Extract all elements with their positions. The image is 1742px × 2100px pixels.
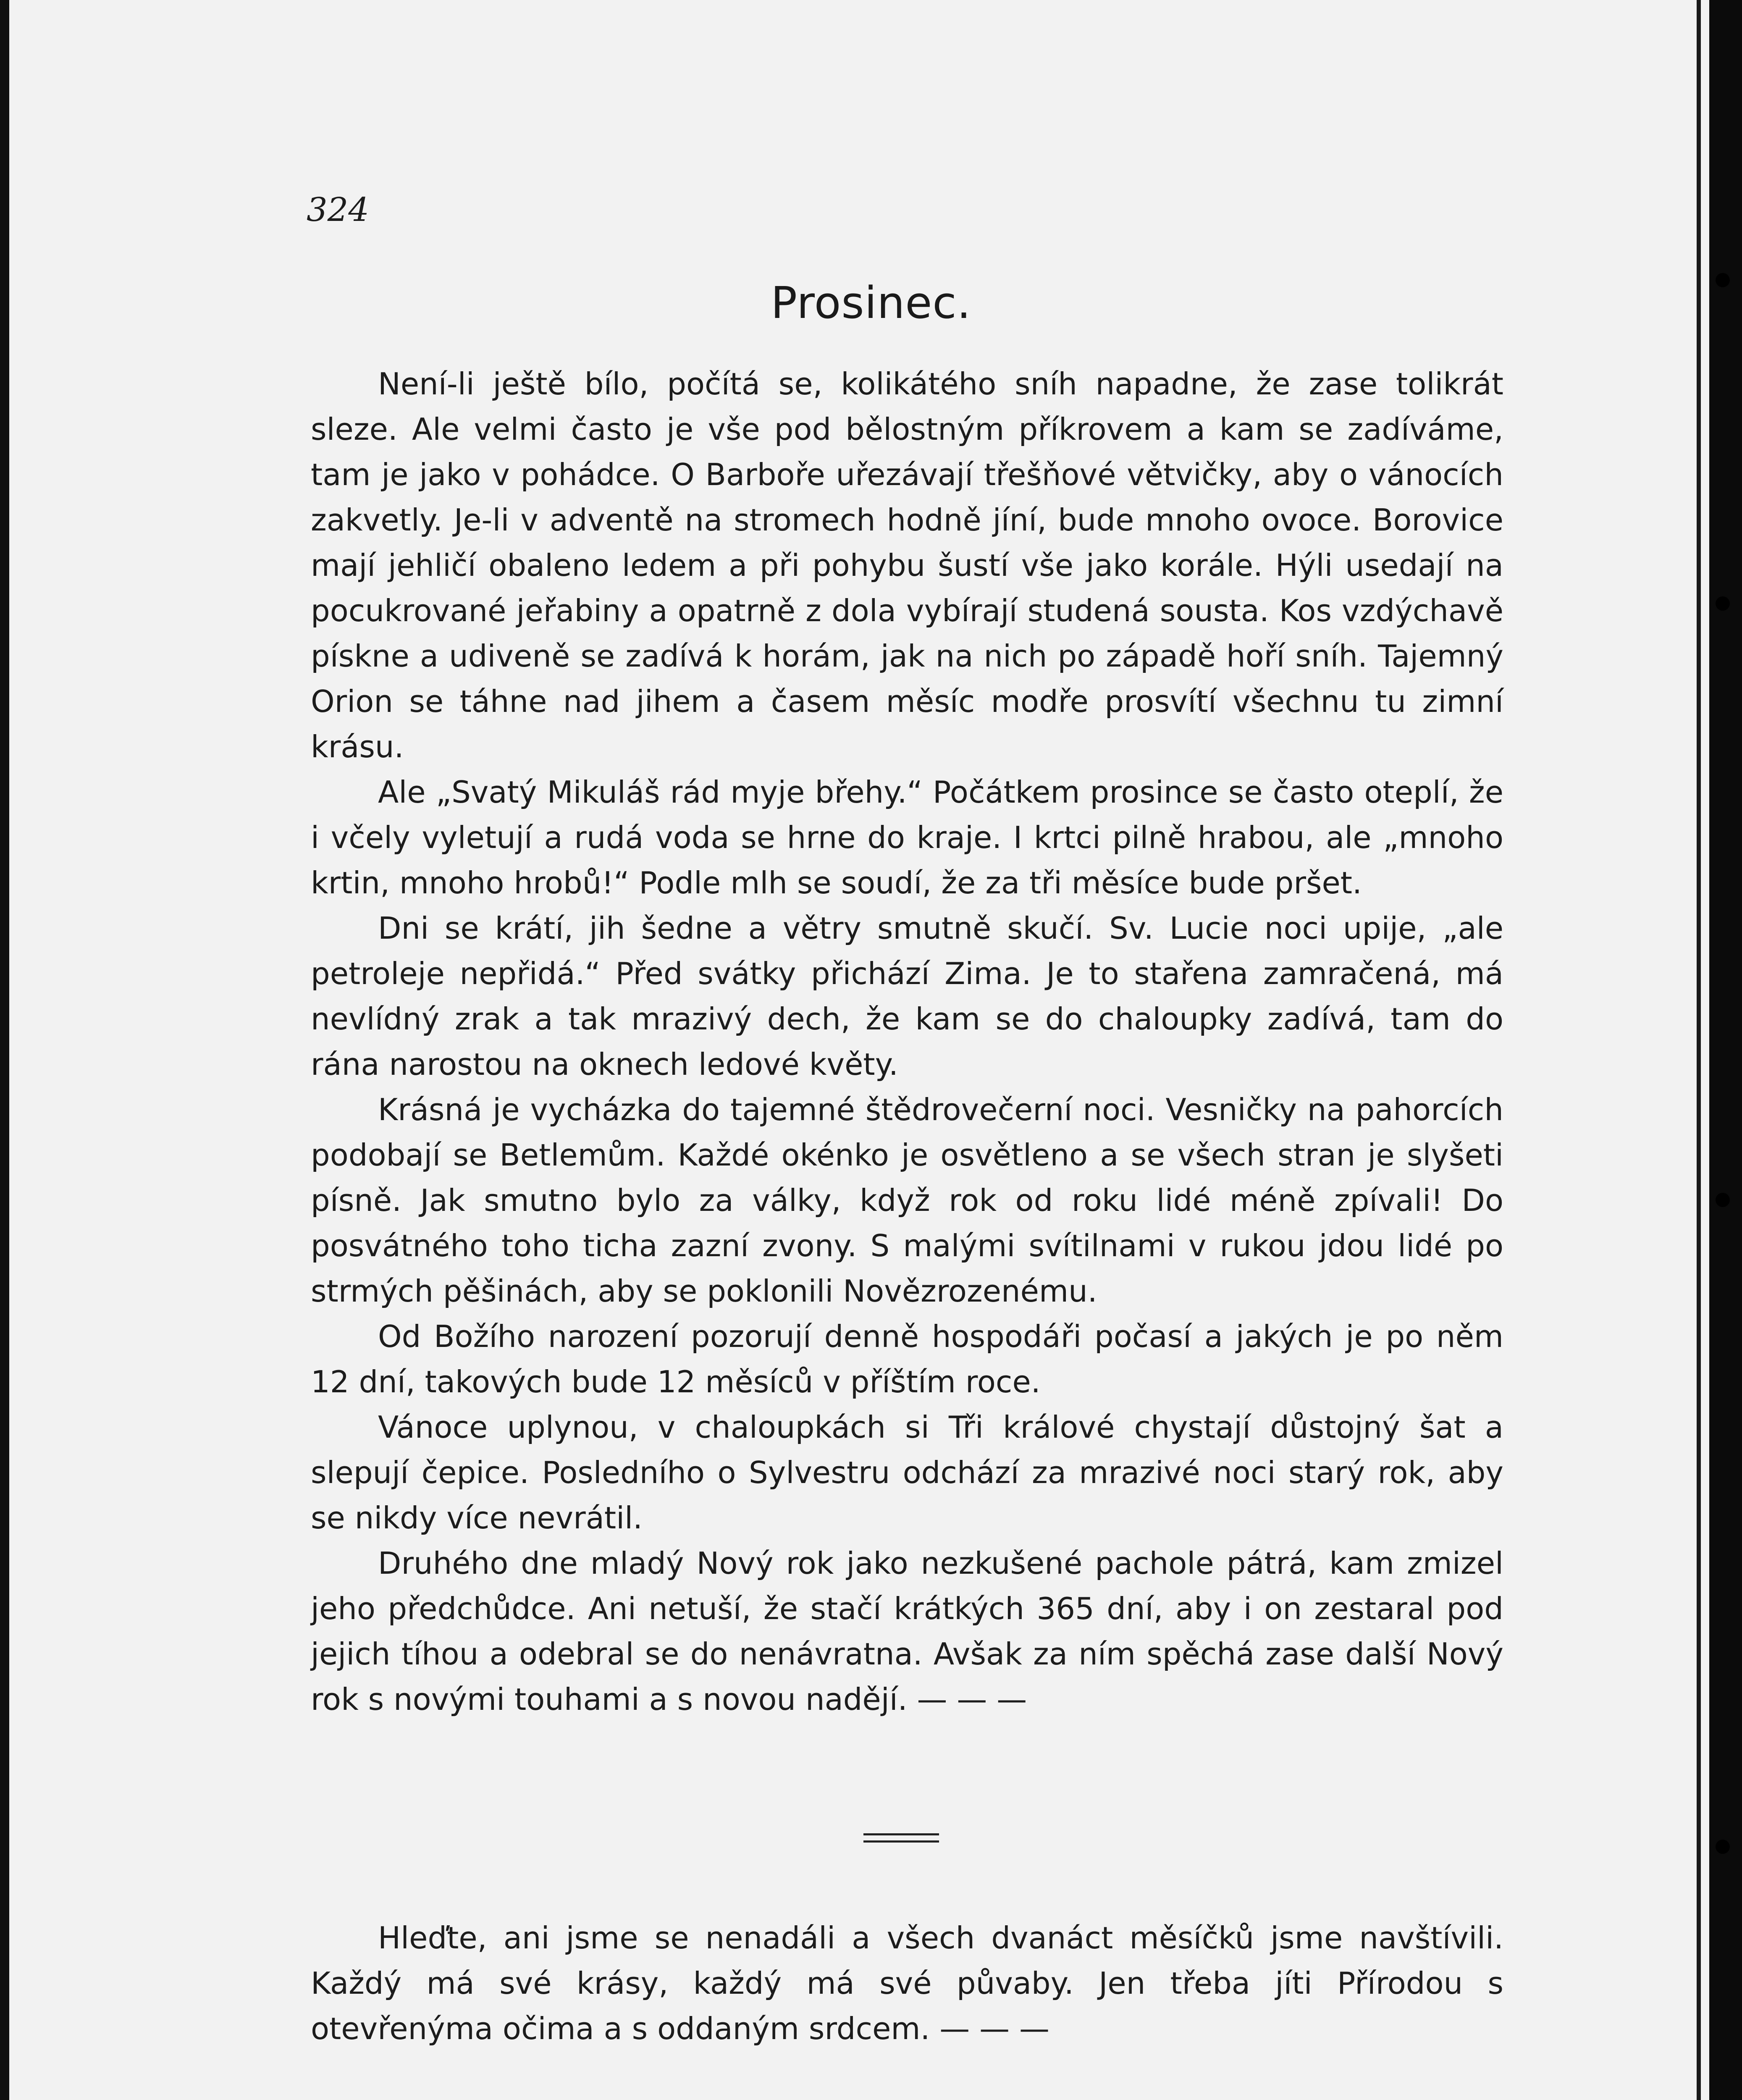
binding-mark — [1716, 1840, 1730, 1854]
closing-section — [311, 1915, 1503, 2051]
section-divider — [863, 1833, 939, 1843]
paragraph: Krásná je vycházka do tajemné štědrovečerní noci. Vesničky na pahorcích podobají se Betlemům. Každé okénko je osvětleno a se všech stran je slyšeti písně. Jak smutno bylo za války, když rok od roku lidé méně zpívali! Do posvátného toho ticha zazní zvony. S malými svítilnami v rukou jdou lidé po strmých pěšinách, aby se poklonili Novězrozenému. — [311, 1092, 1503, 1309]
page-title: Prosinec. — [771, 277, 971, 328]
paragraph: Od Božího narození pozorují denně hospodáři počasí a jakých je po něm 12 dní, takových bude 12 měsíců v příštím roce. — [311, 1319, 1503, 1399]
paragraph: Není-li ještě bílo, počítá se, kolikátého sníh napadne, že zase tolikrát sleze. Ale velmi často je vše pod bělostným příkrovem a kam se zadíváme, tam je jako v pohádce. O Barboře uřezávají třešňové větvičky, aby o vánocích zakvetly. Je-li v adventě na stromech hodně jíní, bude mnoho ovoce. Borovice mají jehličí obaleno ledem a při pohybu šustí vše jako korále. Hýli usedají na pocukrované jeřabiny a opatrně z dola vybírají studená sousta. Kos vzdýchavě pískne a udiveně se zadívá k horám, jak na nich po západě hoří sníh. Tajemný Orion se táhne nad jihem a časem měsíc modře prosvítí všechnu tu zimní krásu. — [311, 366, 1503, 764]
paragraph: Ale „Svatý Mikuláš rád myje břehy.“ Počátkem prosince se často oteplí, že i včely vyletují a rudá voda se hrne do kraje. I krtci pilně hrabou, ale „mnoho krtin, mnoho hrobů!“ Podle mlh se soudí, že za tři měsíce bude pršet. — [311, 774, 1503, 900]
paragraph: Dni se krátí, jih šedne a větry smutně skučí. Sv. Lucie noci upije, „ale petroleje nepřidá.“ Před svátky přichází Zima. Je to stařena zamračená, má nevlídný zrak a tak mrazivý dech, že kam se do chaloupky zadívá, tam do rána narostou na oknech ledové květy. — [311, 911, 1503, 1082]
paragraph: Druhého dne mladý Nový rok jako nezkušené pachole pátrá, kam zmizel jeho předchůdce. Ani netuší, že stačí krátkých 365 dní, aby i on zestaral pod jejich tíhou a odebral se do nenávratna. Avšak za ním spěchá zase další Nový rok s novými touhami a s novou nadějí. — — — — [311, 1546, 1503, 1717]
chapter-body — [311, 361, 1503, 1722]
closing-paragraph: Hleďte, ani jsme se nenadáli a všech dvanáct měsíčků jsme navštívili. Každý má své krásy, každý má své půvaby. Jen třeba jíti Přírodou s otevřenýma očima a s oddaným srdcem. — — — — [311, 1920, 1503, 2046]
binding-mark — [1716, 1193, 1730, 1207]
page-number: 324 — [307, 191, 369, 229]
paragraph: Vánoce uplynou, v chaloupkách si Tři králové chystají důstojný šat a slepují čepice. Posledního o Sylvestru odchází za mrazivé noci starý rok, aby se nikdy více nevrátil. — [311, 1410, 1503, 1536]
binding-mark — [1716, 596, 1730, 611]
